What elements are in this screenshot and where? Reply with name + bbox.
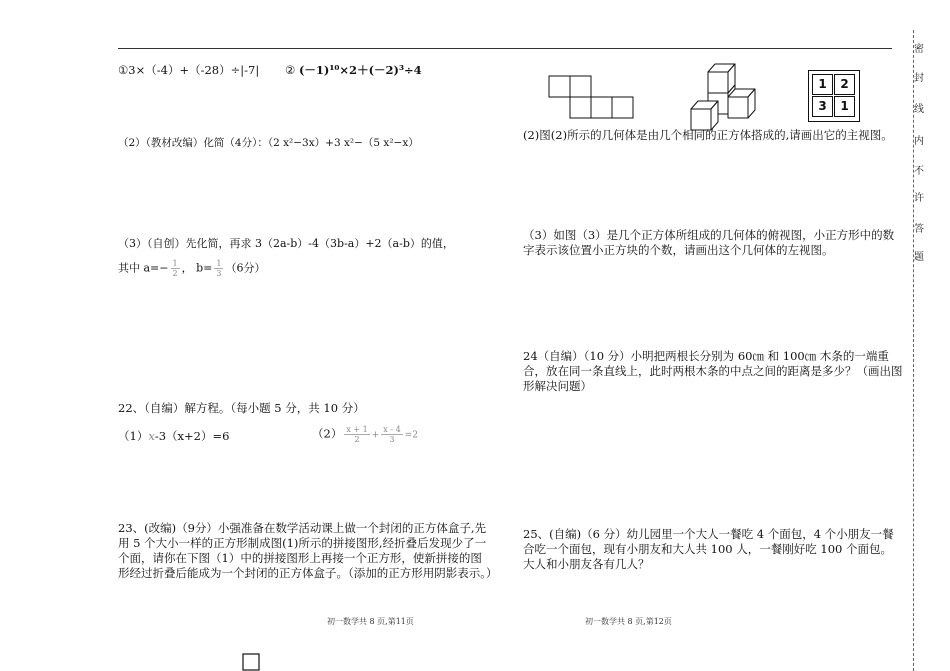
a-fraction	[171, 259, 180, 278]
b-label: ， b=	[181, 261, 213, 275]
grid-cell-2: 2	[834, 74, 855, 95]
q20-part1: ①3×（-4）+（-28）÷|-7|	[118, 63, 260, 77]
b-fraction	[214, 259, 223, 278]
q22-eq2-prefix: （2）	[312, 426, 343, 441]
b-denominator: 3	[216, 269, 222, 278]
q20-part2-prefix: ②	[285, 63, 296, 77]
q22-eq1-prefix: （1）	[118, 429, 149, 443]
q20-part2-expr: (－1)¹⁰×2＋(－2)³÷4	[298, 63, 422, 77]
answer-square	[240, 651, 262, 671]
a-numerator: 1	[172, 259, 178, 268]
top-rule	[118, 48, 892, 49]
seal-char: 不	[914, 166, 924, 177]
eq2-plus: +	[371, 430, 380, 441]
grid-cell-4: 1	[834, 96, 855, 117]
seal-char: 答	[914, 224, 924, 235]
q21-3-prefix: 其中 a=−	[118, 261, 169, 275]
figure-3-top-view-grid	[808, 70, 860, 122]
seal-char: 内	[914, 136, 924, 147]
eq2-den1: 2	[354, 435, 360, 444]
figure-2-cubes	[688, 60, 766, 136]
seal-char: 线	[914, 104, 924, 115]
eq2-fraction-2	[381, 425, 402, 444]
q20-part2	[285, 63, 422, 78]
eq2-rhs: =2	[404, 430, 418, 441]
seal-char: 许	[914, 193, 924, 204]
footer-right: 初一数学共 8 页,第12页	[585, 617, 672, 626]
q23-text: 23、(改编)（9分）小强准备在数学活动课上做一个封闭的正方体盒子,先用 5 个大小一样的正方形制成图(1)所示的拼接图形,经折叠后发现少了一个面，请你在下图（1）中的拼接图形上再接一个正方形，使新拼接的图形经过折叠后能成为一个封闭的正方体盒子。（添加的正方形用阴影表示。）	[118, 521, 498, 580]
seal-dashed-line	[913, 30, 914, 671]
seal-char: 密	[914, 44, 924, 55]
figure-1-net	[548, 74, 638, 122]
q21-3-line2	[118, 259, 265, 278]
q22-eq2	[312, 425, 418, 444]
q22-eq1-var: x	[148, 429, 155, 443]
footer-left: 初一数学共 8 页,第11页	[327, 617, 414, 626]
eq2-num1: x + 1	[346, 425, 368, 434]
q21-3-suffix: （6分）	[225, 261, 266, 275]
a-denominator: 2	[172, 269, 178, 278]
eq2-num2: x - 4	[383, 425, 401, 434]
eq2-fraction-1	[344, 425, 369, 444]
grid-cell-3: 3	[812, 96, 833, 117]
seal-char: 题	[914, 252, 924, 263]
grid-cell-1: 1	[812, 74, 833, 95]
eq2-den2: 3	[389, 435, 395, 444]
q21-3-line1: （3）（自创）先化简，再求 3（2a-b）-4（3b-a）+2（a-b）的值，	[118, 237, 454, 250]
q22-eq1-rest: -3（x+2）=6	[154, 429, 230, 443]
b-numerator: 1	[216, 259, 222, 268]
q23-fig2-text: (2)图(2)所示的几何体是由几个相同的正方体搭成的,请画出它的主视图。	[523, 128, 893, 142]
q21-2-text: （2）（教材改编）化简（4分）：（2 x²−3x）+3 x²−（5 x²−x）	[118, 137, 419, 149]
q22-eq1	[118, 429, 229, 444]
q22-title: 22、（自编）解方程。（每小题 5 分，共 10 分）	[118, 401, 365, 415]
q23-fig3-text: （3）如图（3）是几个正方体所组成的几何体的俯视图，小正方形中的数字表示该位置小正方块的个数，请画出这个几何体的左视图。	[523, 228, 895, 257]
q25-text: 25、(自编)（6 分）幼儿园里一个大人一餐吃 4 个面包，4 个小朋友一餐合吃一个面包，现有小朋友和大人共 100 人，一餐刚好吃 100 个面包。大人和小朋友各有几人？	[523, 527, 894, 571]
q24-text: 24（自编）（10 分）小明把两根长分别为 60㎝ 和 100㎝ 木条的一端重合，放在同一条直线上，此时两根木条的中点之间的距离是多少？（画出图形解决问题）	[523, 349, 903, 393]
seal-char: 封	[914, 73, 924, 84]
